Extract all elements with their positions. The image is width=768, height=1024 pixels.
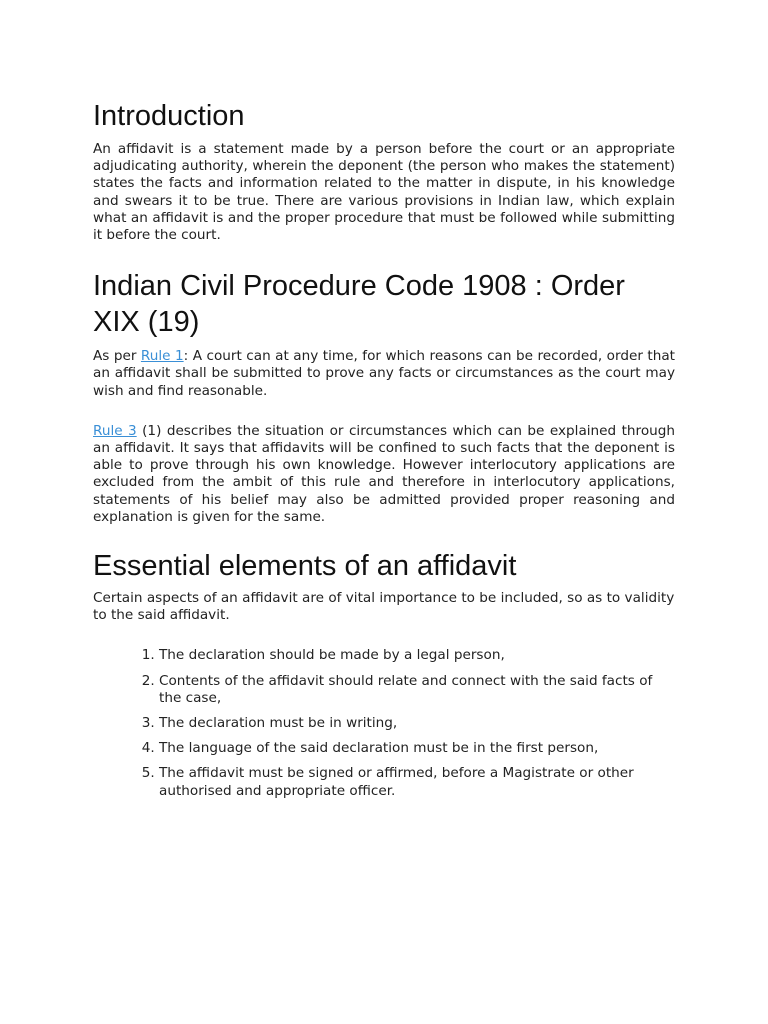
essentials-list xyxy=(93,647,675,799)
rule1-paragraph xyxy=(93,348,675,400)
list-item: 2. Contents of the affidavit should relate and connect with the said facts of the case, xyxy=(159,673,675,707)
essentials-heading: Essential elements of an affidavit xyxy=(93,550,517,583)
list-item: 4. The language of the said declaration must be in the first person, xyxy=(159,740,675,757)
list-item: 3. The declaration must be in writing, xyxy=(159,715,675,732)
cpc-heading: Indian Civil Procedure Code 1908 : Order XIX (19) xyxy=(93,270,625,339)
document-page xyxy=(93,96,675,808)
introduction-heading: Introduction xyxy=(93,100,245,132)
introduction-paragraph: An affidavit is a statement made by a person before the court or an appropriate adjudicating authority, wherein the deponent (the person who makes the statement) states the facts and information related to the matter in dispute, in his knowledge and swears it to be true. There are various provisions in Indian law, which explain what an affidavit is and the proper procedure that must be followed while submitting it before the court. xyxy=(93,141,675,244)
rule3-text: (1) describes the situation or circumstances which can be explained through an affidavit. It says that affidavits will be confined to such facts that the deponent is able to prove through his own knowledge. However interlocutory applications are excluded from the ambit of this rule and therefore in interlocutory applications, statements of his belief may also be admitted provided proper reasoning and explanation is given for the same. xyxy=(93,422,676,525)
list-item: 5. The affidavit must be signed or affirmed, before a Magistrate or other authorised and appropriate officer. xyxy=(159,765,675,799)
rule1-prefix: As per xyxy=(93,348,141,365)
essentials-paragraph: Certain aspects of an affidavit are of vital importance to be included, so as to validity to the said affidavit. xyxy=(93,590,675,624)
rule1-text: : A court can at any time, for which reasons can be recorded, order that an affidavit shall be submitted to prove any facts or circumstances as the court may wish and find reasonable. xyxy=(93,348,675,399)
list-item: 1. The declaration should be made by a legal person, xyxy=(159,647,675,664)
rule3-link[interactable]: Rule 3 xyxy=(93,422,137,439)
rule1-link[interactable]: Rule 1 xyxy=(140,348,184,365)
rule3-paragraph xyxy=(93,423,675,526)
